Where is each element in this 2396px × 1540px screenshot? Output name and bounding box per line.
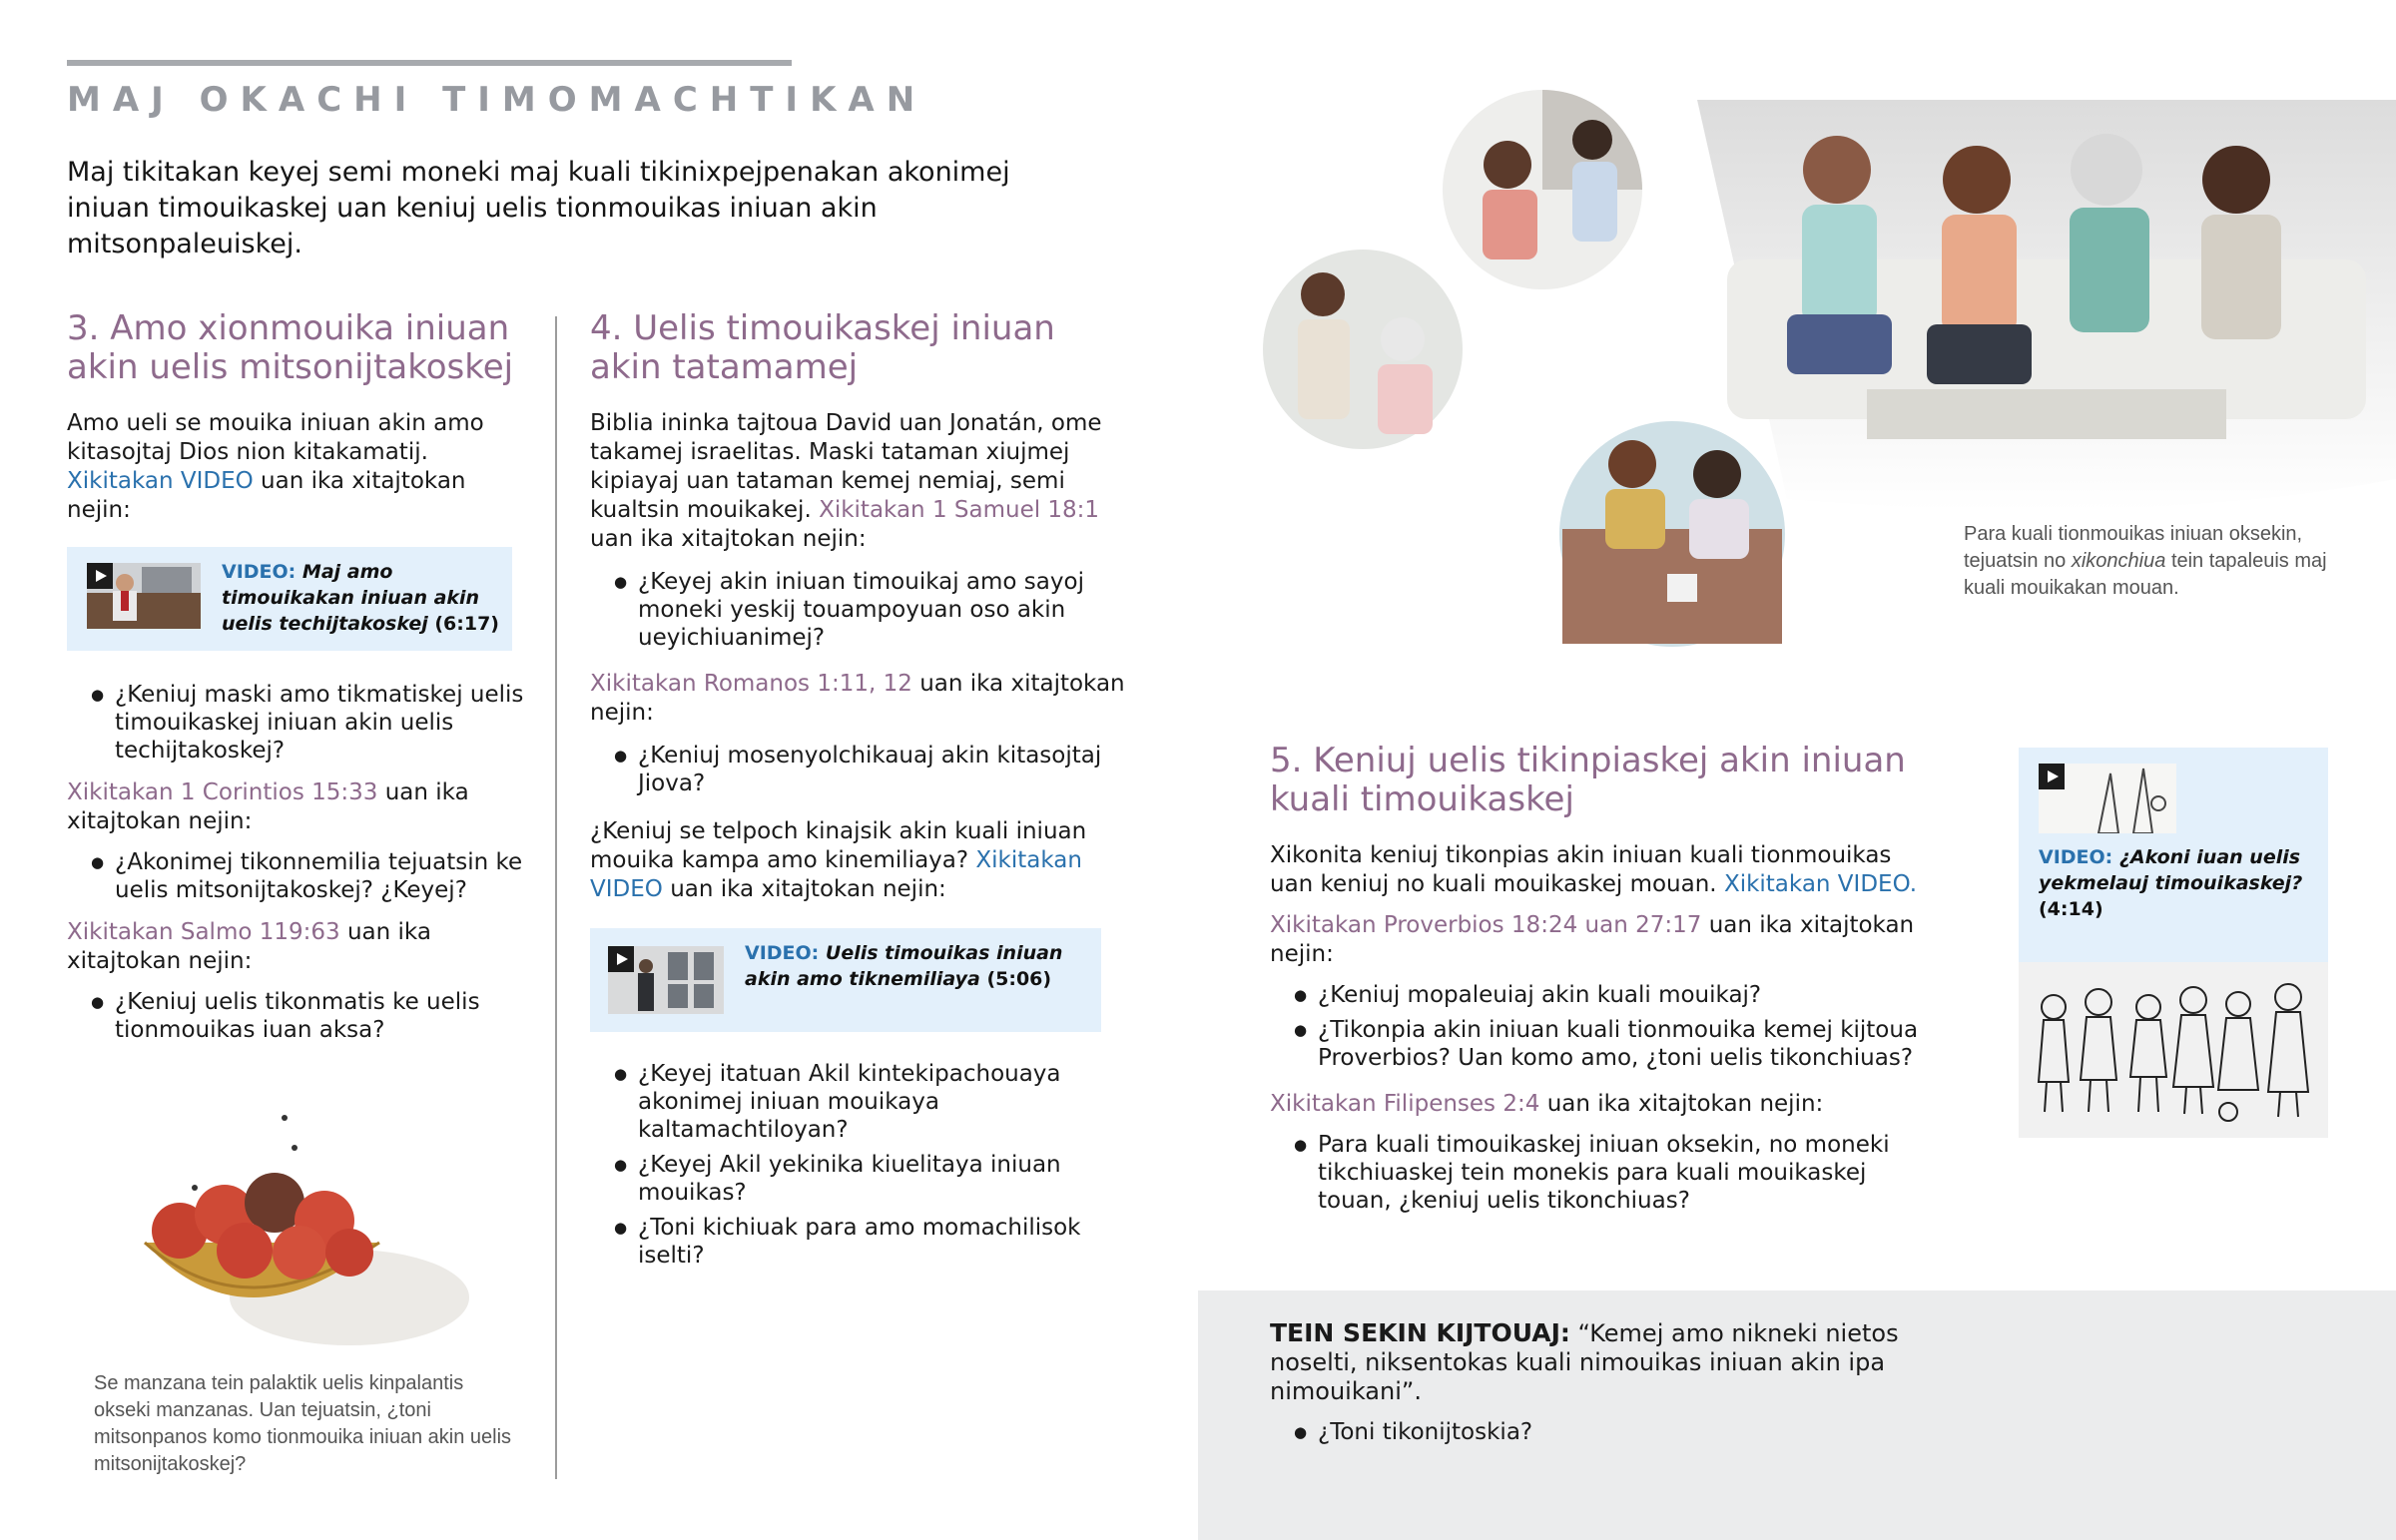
section-4-questions-2 xyxy=(590,742,1129,797)
scripture-link[interactable]: Xikitakan Salmo 119:63 xyxy=(67,919,340,945)
question: ● ¿Toni tikonijtoskia? xyxy=(1270,1418,1989,1446)
section-3-questions-2 xyxy=(67,848,536,904)
video-box-1[interactable] xyxy=(67,547,512,651)
scripture-link[interactable]: Xikitakan Filipenses 2:4 xyxy=(1270,1091,1540,1117)
section-4-paragraph: Biblia ininka tajtoua David uan Jonatán, ome takamej israelitas. Maski tataman xiujmej kipiayaj uan tataman kemej nemiaj, semi kualtsin mouikakej. Xikitakan 1 Samuel 18:1 uan ika xitajtokan nejin: xyxy=(590,410,1102,552)
question: ● Para kuali timouikaskej iniuan oksekin, no moneki tikchiuaskej tein monekis para kuali mouikaskej touan, ¿keniuj uelis tikonchiuas? xyxy=(1270,1131,1929,1215)
section-5-questions-2 xyxy=(1270,1131,1929,1215)
scripture-line: Xikitakan Romanos 1:11, 12 uan ika xitajtokan nejin: xyxy=(590,671,1125,726)
column-divider xyxy=(555,316,557,1479)
question: ● ¿Keniuj mosenyolchikauaj akin kitasojtaj Jiova? xyxy=(590,742,1129,797)
section-3 xyxy=(67,309,536,1051)
question: ● ¿Toni kichiuak para amo momachilisok iselti? xyxy=(590,1214,1129,1270)
section-5 xyxy=(1270,742,1929,1222)
video-link[interactable]: Xikitakan VIDEO. xyxy=(1723,871,1918,897)
question: ● ¿Keyej itatuan Akil kintekipachouaya akonimej iniuan mouikaya kaltamachtiloyan? xyxy=(590,1060,1129,1144)
play-icon[interactable] xyxy=(87,563,113,589)
scripture-line: Xikitakan Proverbios 18:24 uan 27:17 uan ika xitajtokan nejin: xyxy=(1270,912,1915,967)
question: ● ¿Keniuj maski amo tikmatiskej uelis timouikaskej iniuan akin uelis techijtakoskej? xyxy=(67,681,536,765)
header-rule xyxy=(67,60,792,66)
scripture-link[interactable]: Xikitakan Proverbios 18:24 uan 27:17 xyxy=(1270,912,1702,938)
section-3-questions-1 xyxy=(67,681,536,765)
scripture-line: Xikitakan Filipenses 2:4 uan ika xitajtokan nejin: xyxy=(1270,1091,1824,1117)
scripture-line: Xikitakan 1 Corintios 15:33 uan ika xitajtokan nejin: xyxy=(67,779,469,834)
friends-photo-illustration xyxy=(1228,60,2396,709)
cartoon-people-illustration xyxy=(2019,962,2328,1138)
summary-content xyxy=(1270,1318,1989,1453)
play-icon[interactable] xyxy=(2039,764,2065,789)
video-box-2[interactable] xyxy=(590,928,1101,1032)
video-1-label: VIDEO: Maj amo timouikakan iniuan akin uelis techijtakoskej (6:17) xyxy=(222,561,499,635)
question: ● ¿Keniuj uelis tikonmatis ke uelis tionmouikas iuan aksa? xyxy=(67,988,536,1044)
section-5-paragraph: Xikonita keniuj tikonpias akin iniuan kuali tionmouikas uan keniuj no kuali mouikaskej mouan. Xikitakan VIDEO. xyxy=(1270,842,1918,897)
section-4-heading: 4. Uelis timouikaskej iniuan akin tatamamej xyxy=(590,308,1055,387)
photo-caption: Para kuali tionmouikas iniuan oksekin, tejuatsin no xikonchiua tein tapaleuis maj kuali mouikakan mouan. xyxy=(1964,523,2327,599)
video-2-label: VIDEO: Uelis timouikas iniuan akin amo tiknemiliaya (5:06) xyxy=(745,942,1063,990)
question: ● ¿Tikonpia akin iniuan kuali tionmouika kemej kijtoua Proverbios? Uan komo amo, ¿toni uelis tikonchiuas? xyxy=(1270,1016,1929,1072)
play-icon[interactable] xyxy=(608,946,634,972)
video-thumbnail[interactable] xyxy=(2039,764,2176,833)
section-4-questions-1 xyxy=(590,568,1129,652)
question: ● ¿Keniuj mopaleuiaj akin kuali mouikaj? xyxy=(1270,981,1929,1009)
page-title: MAJ OKACHI TIMOMACHTIKAN xyxy=(67,80,927,120)
scripture-link[interactable]: Xikitakan 1 Samuel 18:1 xyxy=(819,497,1100,523)
summary-text: TEIN SEKIN KIJTOUAJ: “Kemej amo nikneki nietos noselti, niksentokas kuali nimouikas iniuan akin ipa nimouikani”. xyxy=(1270,1318,1899,1405)
video-link[interactable]: Xikitakan VIDEO xyxy=(67,468,254,494)
apple-bowl-illustration xyxy=(135,1103,474,1352)
scripture-line: Xikitakan Salmo 119:63 uan ika xitajtokan nejin: xyxy=(67,919,431,974)
video-box-3[interactable] xyxy=(2019,748,2328,962)
section-4-paragraph-2: ¿Keniuj se telpoch kinajsik akin kuali iniuan mouika kampa amo kinemiliaya? Xikitakan VIDEO uan ika xitajtokan nejin: xyxy=(590,818,1087,902)
section-3-heading: 3. Amo xionmouika iniuan akin uelis mitsonijtakoskej xyxy=(67,308,514,387)
section-5-questions-1 xyxy=(1270,981,1929,1072)
section-4-questions-3 xyxy=(590,1060,1129,1270)
section-3-questions-3 xyxy=(67,988,536,1044)
scripture-link[interactable]: Xikitakan Romanos 1:11, 12 xyxy=(590,671,912,697)
video-thumbnail[interactable] xyxy=(608,946,724,1014)
apple-caption: Se manzana tein palaktik uelis kinpalantis okseki manzanas. Uan tejuatsin, ¿toni mitsonpanos komo tionmouika iniuan akin uelis mitsonijtakoskej? xyxy=(94,1372,512,1475)
summary-questions xyxy=(1270,1418,1989,1446)
video-3-label: VIDEO: ¿Akoni iuan uelis yekmelauj timouikaskej? (4:14) xyxy=(2039,846,2303,920)
question: ● ¿Keyej akin iniuan timouikaj amo sayoj moneki yeskij touampoyuan oso akin ueyichiuanimej? xyxy=(590,568,1129,652)
video-thumbnail[interactable] xyxy=(87,563,201,629)
summary-label: TEIN SEKIN KIJTOUAJ: xyxy=(1270,1318,1570,1347)
section-5-heading: 5. Keniuj uelis tikinpiaskej akin iniuan kuali timouikaskej xyxy=(1270,741,1906,819)
section-3-paragraph: Amo ueli se mouika iniuan akin amo kitasojtaj Dios nion kitakamatij. Xikitakan VIDEO uan ika xitajtokan nejin: xyxy=(67,410,484,523)
scripture-link[interactable]: Xikitakan 1 Corintios 15:33 xyxy=(67,779,378,805)
video-link[interactable]: Xikitakan VIDEO xyxy=(590,847,1082,902)
question: ● ¿Akonimej tikonnemilia tejuatsin ke uelis mitsonijtakoskej? ¿Keyej? xyxy=(67,848,536,904)
question: ● ¿Keyej Akil yekinika kiuelitaya iniuan mouikas? xyxy=(590,1151,1129,1207)
section-4 xyxy=(590,309,1129,1277)
intro-text: Maj tikitakan keyej semi moneki maj kuali tikinixpejpenakan akonimej iniuan timouikaskej uan keniuj uelis tionmouikas iniuan akin mitsonpaleuiskej. xyxy=(67,157,1010,259)
